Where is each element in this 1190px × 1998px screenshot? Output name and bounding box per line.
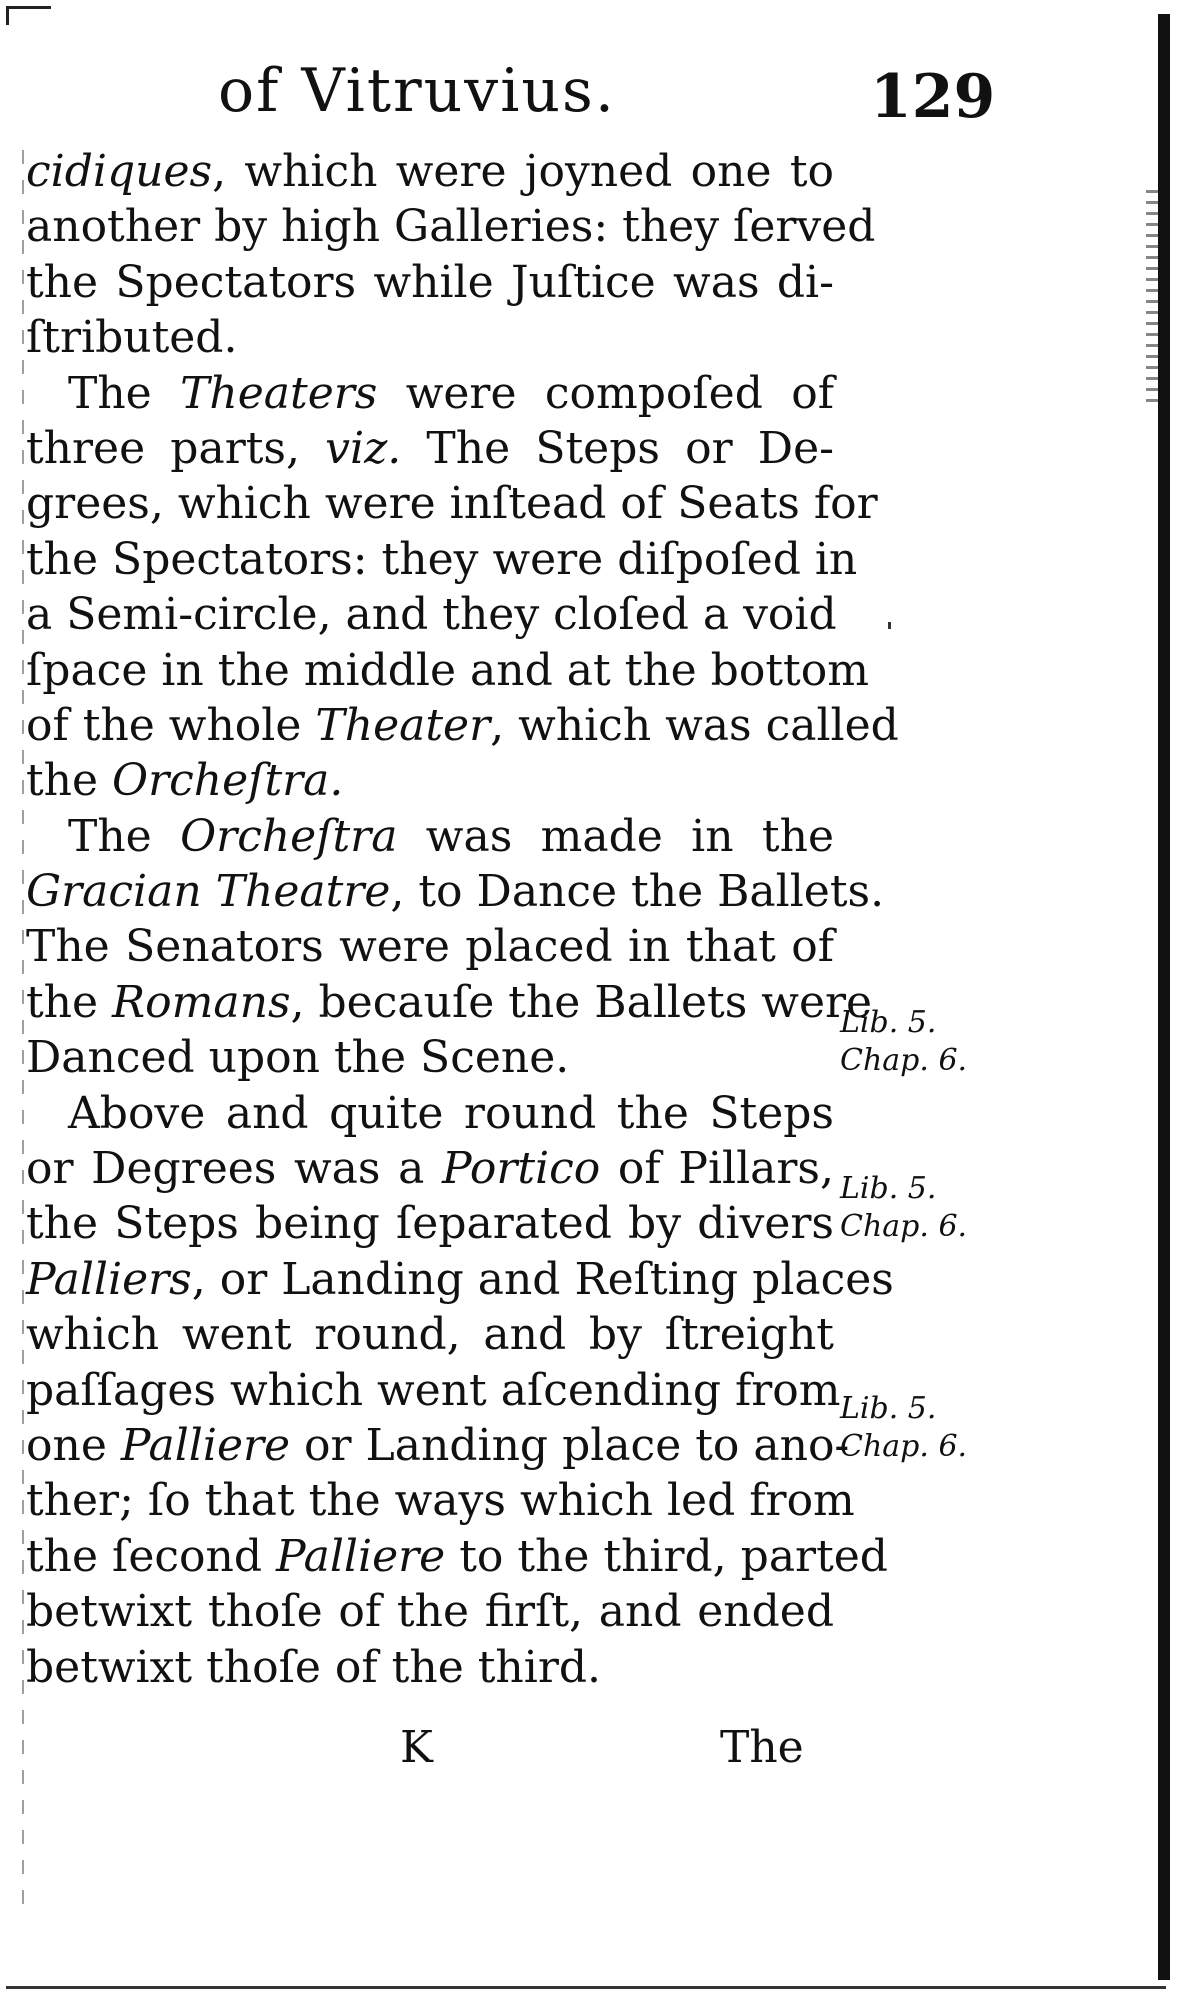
text-line bbox=[26, 1030, 834, 1085]
text-segment: ſpace in the middle and at the bottom bbox=[26, 644, 869, 696]
italic-text-segment: Portico bbox=[442, 1143, 601, 1195]
left-margin-rule bbox=[22, 150, 24, 1920]
italic-text-segment: Theater bbox=[315, 699, 491, 751]
text-segment: one bbox=[26, 1419, 121, 1471]
text-segment: the bbox=[26, 976, 113, 1028]
ink-speck bbox=[888, 622, 891, 629]
running-header bbox=[0, 40, 1190, 140]
text-line bbox=[26, 1529, 888, 1584]
text-line bbox=[26, 1418, 850, 1473]
text-line bbox=[26, 919, 834, 974]
text-segment: to the third, parted bbox=[445, 1530, 888, 1582]
text-segment: of the whole bbox=[26, 699, 316, 751]
italic-text-segment: Orcheſtra bbox=[180, 810, 398, 862]
text-segment: Above and quite round the Steps bbox=[68, 1087, 834, 1139]
margin-note bbox=[840, 1170, 990, 1246]
text-line bbox=[26, 698, 899, 753]
text-segment: , or Landing and Reſting places bbox=[191, 1253, 894, 1305]
margin-note-chapter: Chap. 6. bbox=[840, 1043, 968, 1078]
italic-text-segment: Gracian Theatre bbox=[26, 866, 391, 918]
text-segment: betwixt thoſe of the firſt, and ended bbox=[26, 1586, 834, 1638]
text-line bbox=[26, 1363, 841, 1418]
text-segment: betwixt thoſe of the third. bbox=[26, 1641, 602, 1693]
margin-note-book: Lib. 5. bbox=[840, 1005, 937, 1040]
text-segment: the Steps being ſeparated by divers bbox=[26, 1198, 834, 1250]
corner-scan-mark bbox=[6, 6, 51, 25]
text-segment: was made in the bbox=[397, 810, 834, 862]
text-segment: were compoſed of bbox=[377, 367, 834, 419]
text-segment: a Semi-circle, and they cloſed a void bbox=[26, 589, 837, 641]
text-segment: another by high Galleries: they ſerved bbox=[26, 201, 876, 253]
italic-text-segment: Theaters bbox=[180, 367, 378, 419]
text-segment: three parts, bbox=[26, 422, 326, 474]
text-segment: the Spectators while Juſtice was di- bbox=[26, 256, 834, 308]
text-line bbox=[26, 366, 834, 421]
text-segment: Danced upon the Scene. bbox=[26, 1032, 570, 1084]
text-segment: of Pillars, bbox=[600, 1143, 835, 1195]
text-segment: The Senators were placed in that of bbox=[26, 921, 834, 973]
italic-text-segment: Romans bbox=[112, 976, 291, 1028]
text-segment: the bbox=[26, 755, 113, 807]
text-line bbox=[26, 255, 834, 310]
italic-text-segment: cidiques bbox=[26, 146, 213, 197]
text-line bbox=[26, 809, 834, 864]
text-line bbox=[26, 1473, 855, 1528]
margin-note-chapter: Chap. 6. bbox=[840, 1429, 968, 1464]
page-bottom-edge bbox=[6, 1986, 1166, 1989]
text-segment: or Degrees was a bbox=[26, 1143, 443, 1195]
signature-mark: K bbox=[400, 1722, 433, 1773]
italic-text-segment: Palliere bbox=[120, 1419, 291, 1471]
text-line bbox=[26, 1584, 834, 1639]
text-segment: ſtributed. bbox=[26, 312, 238, 364]
text-segment: or Landing place to ano- bbox=[290, 1419, 850, 1471]
text-segment: ther; ſo that the ways which led from bbox=[26, 1475, 855, 1527]
text-segment: The Steps or De- bbox=[401, 422, 834, 474]
page-footer bbox=[0, 1722, 1190, 1782]
margin-note bbox=[840, 1004, 990, 1080]
text-line bbox=[26, 975, 873, 1030]
text-line bbox=[26, 1196, 834, 1251]
text-line bbox=[26, 1640, 834, 1695]
text-line bbox=[26, 864, 885, 919]
text-segment: which went round, and by ſtreight bbox=[26, 1309, 834, 1361]
italic-text-segment: viz. bbox=[325, 422, 402, 474]
text-line bbox=[26, 532, 858, 587]
text-segment: , to Dance the Ballets. bbox=[390, 866, 885, 918]
text-line bbox=[26, 144, 834, 199]
text-segment: , becauſe the Ballets were bbox=[290, 976, 873, 1028]
margin-note bbox=[840, 1390, 990, 1466]
text-line bbox=[26, 1252, 894, 1307]
margin-note-chapter: Chap. 6. bbox=[840, 1209, 968, 1244]
text-segment: The bbox=[68, 367, 181, 419]
running-title: of Vitruvius. bbox=[218, 56, 616, 126]
text-line bbox=[26, 476, 878, 531]
text-line bbox=[26, 199, 876, 254]
italic-text-segment: Palliers bbox=[26, 1253, 192, 1305]
text-line bbox=[26, 643, 869, 698]
text-line bbox=[26, 1141, 834, 1196]
italic-text-segment: Palliere bbox=[276, 1530, 446, 1582]
text-line bbox=[26, 1307, 834, 1362]
italic-text-segment: Orcheſtra. bbox=[112, 755, 344, 807]
margin-note-book: Lib. 5. bbox=[840, 1171, 937, 1206]
page-right-edge bbox=[1158, 14, 1170, 1980]
text-line bbox=[26, 421, 834, 476]
text-segment: paſſages which went aſcending from bbox=[26, 1364, 841, 1416]
text-segment: grees, which were inſtead of Seats for bbox=[26, 478, 878, 530]
page-edge-wear bbox=[1146, 190, 1158, 410]
text-segment: , which was called bbox=[490, 699, 899, 751]
margin-note-book: Lib. 5. bbox=[840, 1391, 937, 1426]
text-segment: the Spectators: they were diſpoſed in bbox=[26, 533, 858, 585]
text-segment: The bbox=[68, 810, 181, 862]
page-number: 129 bbox=[870, 62, 996, 132]
text-segment: , which were joyned one to bbox=[212, 146, 834, 197]
text-line bbox=[26, 753, 834, 808]
catchword: The bbox=[720, 1722, 804, 1773]
text-line bbox=[26, 1086, 834, 1141]
text-line bbox=[26, 587, 837, 642]
text-segment: the ſecond bbox=[26, 1530, 276, 1582]
text-line bbox=[26, 310, 834, 365]
